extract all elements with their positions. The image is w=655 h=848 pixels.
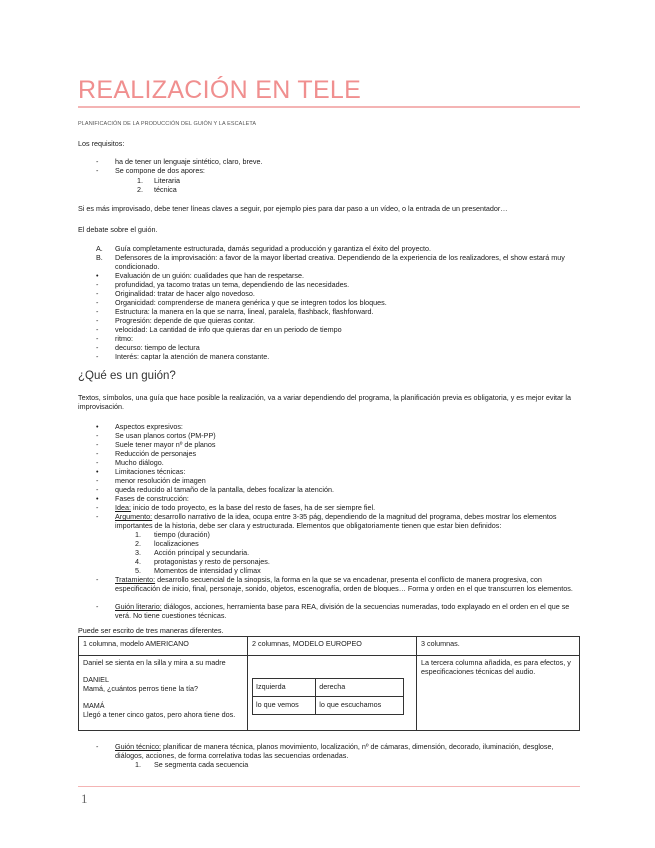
list-item: Se usan planos cortos (PM-PP) [115, 431, 216, 440]
dash-marker: - [96, 431, 99, 440]
list-item: Interés: captar la atención de manera constante. [115, 352, 270, 361]
dash-marker: - [96, 325, 99, 334]
dash-marker: - [96, 166, 99, 175]
dash-marker: - [96, 503, 99, 512]
number-marker: 4. [135, 557, 141, 566]
european-inner-table [252, 678, 404, 715]
list-item: queda reducido al tamaño de la pantalla, debes focalizar la atención. [115, 485, 334, 494]
list-item: Estructura: la manera en la que se narra, lineal, paralela, flashback, flashforward. [115, 307, 374, 316]
dash-marker: - [96, 512, 99, 521]
idea-text: inicio de todo proyecto, es la base del resto de fases, ha de ser siempre fiel. [131, 503, 376, 512]
dash-marker: - [96, 575, 99, 584]
number-marker: 1. [135, 760, 141, 769]
list-item: Fases de construcción: [115, 494, 189, 503]
idea-label: Idea: [115, 503, 131, 512]
number-marker: 1. [135, 530, 141, 539]
title-divider [78, 106, 580, 108]
dash-marker: - [96, 343, 99, 352]
list-item: Defensores de la improvisación: a favor de la mayor libertad creativa. Dependiendo de la experiencia de los realizadores, el show estará muy condicionado. [115, 253, 565, 271]
tratamiento-text: desarrollo secuencial de la sinopsis, la forma en la que se va encadenar, presenta el conflicto de manera progresiva, con especificación de inicio, final, personaje, sonido, objetos, escenografía, orden de bloques… Forma y orden en el que transcurren los elementos. [115, 575, 573, 593]
debate-heading: El debate sobre el guión. [78, 225, 158, 234]
dash-marker: - [96, 334, 99, 343]
footer-divider [78, 786, 580, 787]
table-cell-american [79, 656, 248, 731]
list-item: decurso: tiempo de lectura [115, 343, 200, 352]
page-number: 1 [81, 791, 88, 806]
list-item: Literaria [154, 176, 180, 185]
document-subtitle: PLANIFICACIÓN DE LA PRODUCCIÓN DEL GUIÓN Y LA ESCALETA [78, 121, 257, 127]
dash-marker: - [96, 485, 99, 494]
list-item: tiempo (duración) [154, 530, 210, 539]
dash-marker: - [96, 307, 99, 316]
argumento-item [115, 513, 580, 531]
dash-marker: - [96, 602, 99, 611]
script-line: DANIEL [83, 674, 109, 684]
bullet-marker: • [96, 467, 99, 476]
list-item: Organicidad: comprenderse de manera genérica y que se integren todos los bloques. [115, 298, 387, 307]
dash-marker: - [96, 458, 99, 467]
table-header-cell: 2 columnas, MODELO EUROPEO [248, 637, 417, 656]
literario-text: diálogos, acciones, herramienta base para REA, división de la secuencias numeradas, todo explayado en el orden en el que se verá. No tiene cuestiones técnicas. [115, 602, 570, 620]
script-line: Daniel se sienta en la silla y mira a su madre [83, 658, 226, 667]
dash-marker: - [96, 289, 99, 298]
dash-marker: - [96, 352, 99, 361]
list-item: Acción principal y secundaria. [154, 548, 250, 557]
list-item: Se compone de dos apores: [115, 166, 205, 175]
list-item: ha de tener un lenguaje sintético, claro, breve. [115, 157, 263, 166]
number-marker: 2. [137, 185, 143, 194]
table-cell: lo que vemos [253, 697, 316, 715]
script-formats-table [78, 636, 580, 731]
literario-item [115, 603, 580, 621]
script-line: Mamá, ¿cuántos perros tiene la tía? [83, 683, 199, 693]
number-marker: 5. [135, 566, 141, 575]
maneras-paragraph: Puede ser escrito de tres maneras diferentes. [78, 626, 224, 635]
bullet-marker: • [96, 494, 99, 503]
table-row [253, 679, 404, 697]
table-row [253, 697, 404, 715]
list-item: Aspectos expresivos: [115, 422, 183, 431]
document-title: REALIZACIÓN EN TELE [78, 76, 362, 104]
table-row [79, 656, 580, 731]
table-cell: derecha [316, 679, 404, 697]
requisitos-heading: Los requisitos: [78, 139, 125, 148]
dash-marker: - [96, 298, 99, 307]
number-marker: 2. [135, 539, 141, 548]
argumento-text: desarrollo narrativo de la idea, ocupa entre 3-35 pág, dependiendo de la magnitud del programa, debes mostrar los elementos importantes de la historia, debe ser clara y estructurada. Elementos que obligatoriamente tienen que estar bien definidos: [115, 512, 557, 530]
tratamiento-item [115, 576, 580, 594]
list-item: Momentos de intensidad y clímax [154, 566, 261, 575]
literario-label: Guión literario: [115, 602, 162, 611]
table-cell: lo que escuchamos [316, 697, 404, 715]
guion-intro-paragraph: Textos, símbolos, una guía que hace posible la realización, va a variar dependiendo del programa, la planificación previa es obligatoria, y es mejor evitar la improvisación. [78, 393, 572, 411]
table-header-cell: 3 columnas. [417, 637, 580, 656]
improvisado-paragraph: Si es más improvisado, debe tener líneas claves a seguir, por ejemplo pies para dar paso a un vídeo, o la entrada de un presentador… [78, 204, 508, 213]
table-cell-three-columns: La tercera columna añadida, es para efectos, y especificaciones técnicas del audio. [417, 656, 580, 731]
list-item: técnica [154, 185, 177, 194]
letter-marker: B. [96, 253, 103, 262]
tecnico-item [115, 743, 580, 761]
number-marker: 3. [135, 548, 141, 557]
list-item: Mucho diálogo. [115, 458, 164, 467]
list-item: Suele tener mayor nº de planos [115, 440, 216, 449]
script-line: MAMÁ [83, 701, 105, 711]
dash-marker: - [96, 316, 99, 325]
tecnico-text: planificar de manera técnica, planos movimiento, localización, nº de cámaras, dimensión, decorado, iluminación, desglose, diálogos, acciones, de forma correlativa todas las secuencias ordenadas. [115, 742, 554, 760]
tratamiento-label: Tratamiento: [115, 575, 156, 584]
list-item: Se segmenta cada secuencia [154, 760, 249, 769]
argumento-label: Argumento: [115, 512, 153, 521]
guion-heading: ¿Qué es un guión? [78, 370, 176, 382]
dash-marker: - [96, 449, 99, 458]
list-item: Guía completamente estructurada, damás seguridad a producción y garantiza el éxito del proyecto. [115, 244, 432, 253]
list-item: Limitaciones técnicas: [115, 467, 186, 476]
list-item: protagonistas y resto de personajes. [154, 557, 270, 566]
table-header-row [79, 637, 580, 656]
list-item: profundidad, ya tacomo tratas un tema, dependiendo de las necesidades. [115, 280, 350, 289]
table-cell: Izquierda [253, 679, 316, 697]
list-item: menor resolución de imagen [115, 476, 206, 485]
script-line: Llegó a tener cinco gatos, pero ahora tiene dos. [83, 710, 236, 720]
dash-marker: - [96, 157, 99, 166]
list-item: Evaluación de un guión: cualidades que han de respetarse. [115, 271, 305, 280]
dash-marker: - [96, 440, 99, 449]
table-header-cell: 1 columna, modelo AMERICANO [79, 637, 248, 656]
list-item: Originalidad: tratar de hacer algo novedoso. [115, 289, 255, 298]
dash-marker: - [96, 280, 99, 289]
list-item: localizaciones [154, 539, 199, 548]
list-item: velocidad: La cantidad de info que quieras dar en un periodo de tiempo [115, 325, 342, 334]
list-item: ritmo: [115, 334, 133, 343]
dash-marker: - [96, 476, 99, 485]
dash-marker: - [96, 742, 99, 751]
table-cell-european [248, 656, 417, 731]
bullet-marker: • [96, 271, 99, 280]
list-item: Progresión: depende de que quieras contar. [115, 316, 255, 325]
letter-marker: A. [96, 244, 103, 253]
tecnico-label: Guión técnico: [115, 742, 161, 751]
number-marker: 1. [137, 176, 143, 185]
list-item: Reducción de personajes [115, 449, 197, 458]
bullet-marker: • [96, 422, 99, 431]
